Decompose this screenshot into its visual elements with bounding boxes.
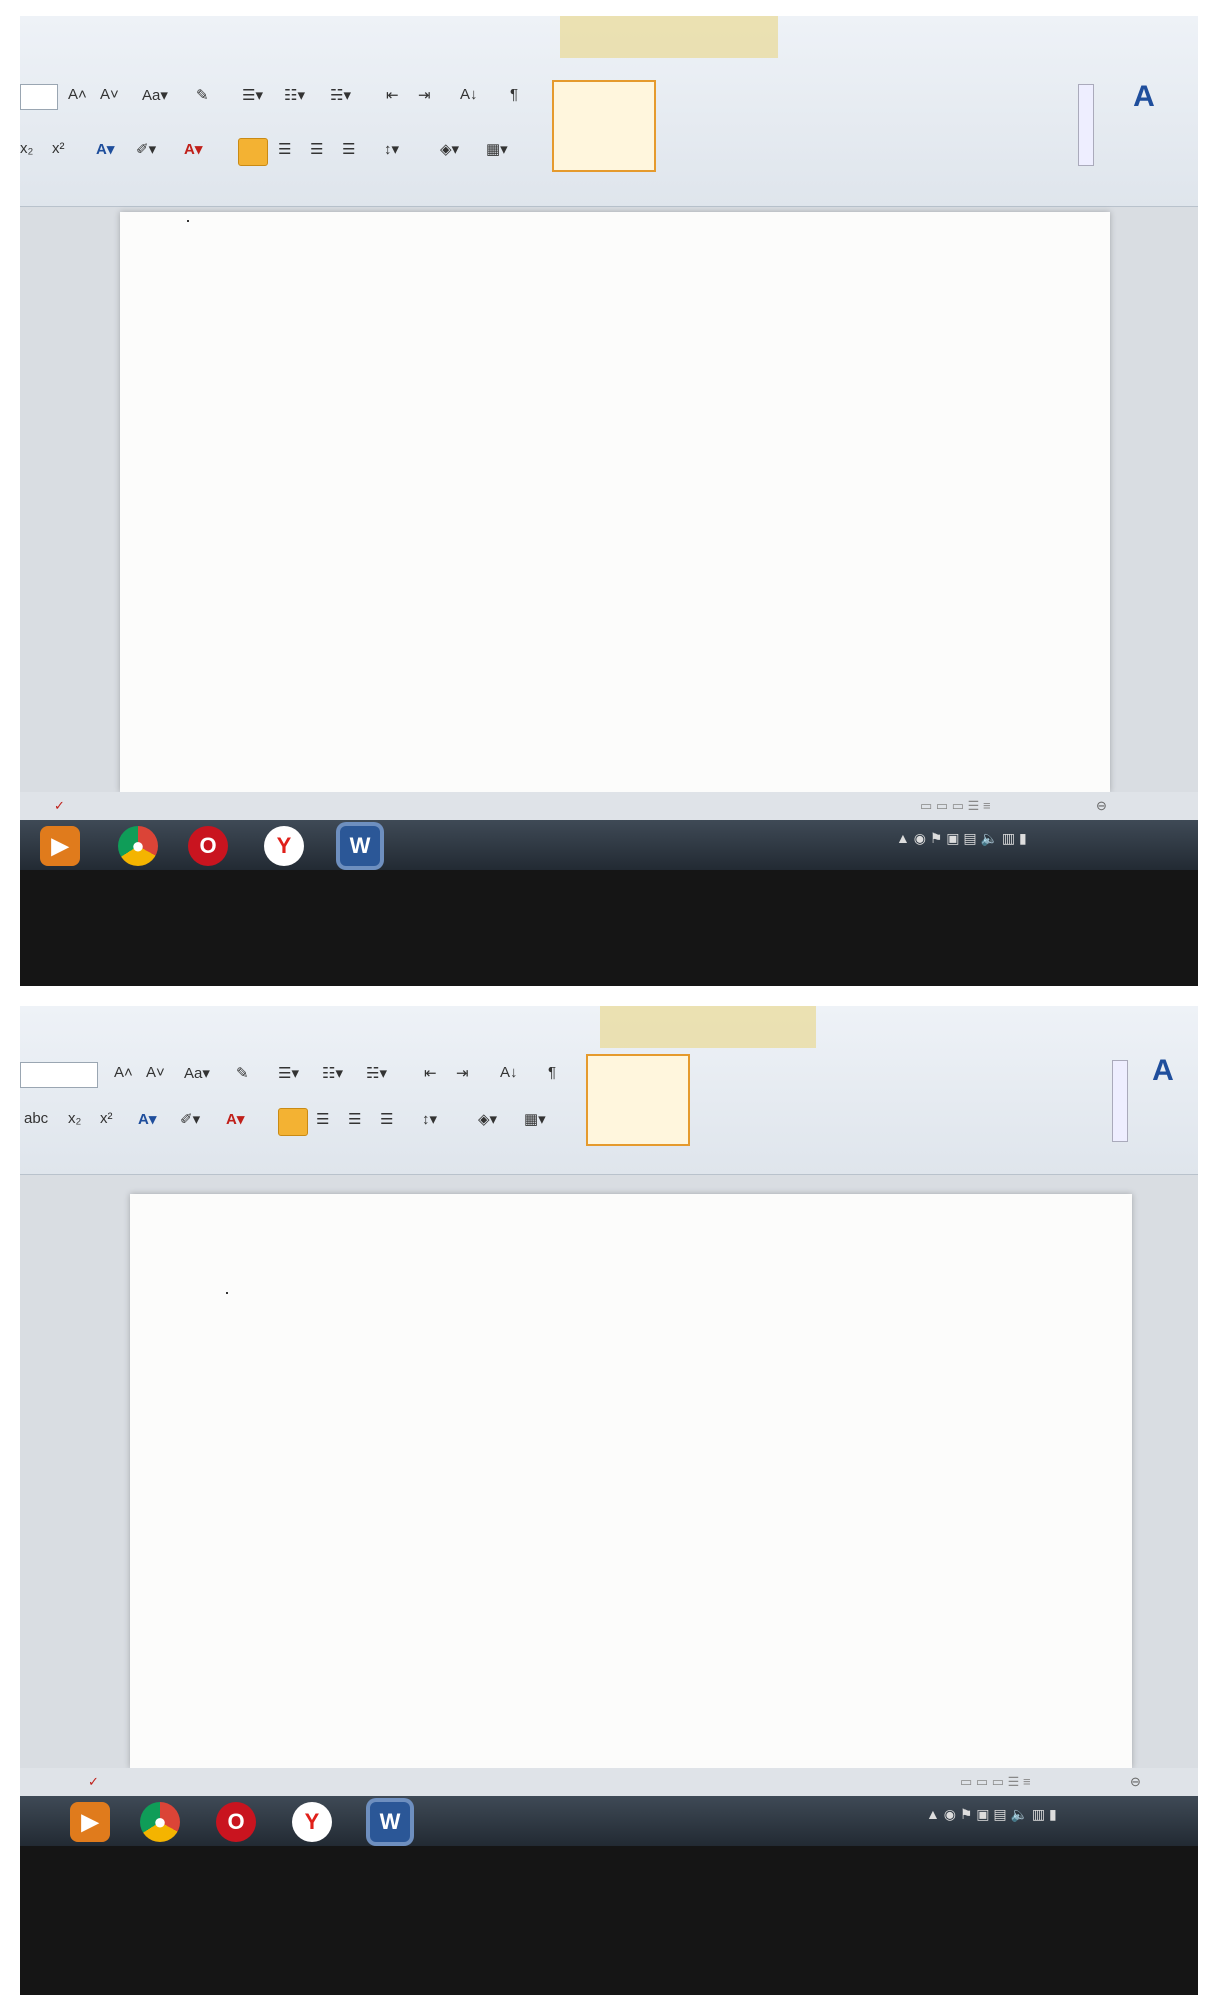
borders-icon[interactable]: ▦▾ (524, 1111, 546, 1128)
superscript-icon[interactable]: x² (52, 140, 65, 157)
increase-indent-icon[interactable]: ⇥ (418, 87, 431, 104)
change-case-icon[interactable]: Aa▾ (142, 87, 168, 104)
font-color-icon[interactable]: A▾ (184, 141, 203, 158)
yandex-icon[interactable]: Y (264, 826, 304, 866)
shading-icon[interactable]: ◈▾ (478, 1111, 498, 1128)
decrease-indent-icon[interactable]: ⇤ (386, 87, 399, 104)
spellcheck-icon[interactable]: ✓ (54, 798, 65, 813)
screen-photo-top (20, 16, 1198, 986)
font-size-input[interactable] (20, 84, 58, 110)
spellcheck-icon[interactable]: ✓ (88, 1774, 99, 1789)
subscript-icon[interactable]: x₂ (20, 140, 34, 157)
align-center-icon[interactable]: ☰ (316, 1111, 330, 1128)
opera-icon[interactable]: O (216, 1802, 256, 1842)
style-heading-1[interactable] (800, 1054, 900, 1142)
opera-icon[interactable]: O (188, 826, 228, 866)
numbering-icon[interactable]: ☷▾ (322, 1065, 343, 1082)
view-buttons-icon[interactable]: ▭ ▭ ▭ ☰ ≡ (920, 798, 991, 813)
text-effects-icon[interactable]: A▾ (138, 1111, 157, 1128)
laptop-bezel (20, 1846, 1198, 1995)
align-center-icon[interactable]: ☰ (278, 141, 292, 158)
styles-scroll-icon[interactable] (1078, 84, 1094, 166)
document-page (130, 1194, 1132, 1768)
style-no-spacing[interactable] (660, 80, 760, 168)
shading-icon[interactable]: ◈▾ (440, 141, 460, 158)
subscript-icon[interactable]: x₂ (68, 1110, 82, 1127)
media-player-icon[interactable]: ▶ (70, 1802, 110, 1842)
clear-format-icon[interactable]: ✎ (196, 87, 209, 104)
ribbon-tools (20, 1050, 1198, 1170)
font-size-input[interactable] (20, 1062, 98, 1088)
shrink-font-icon[interactable]: A˅ (100, 86, 119, 103)
bullets-icon[interactable]: ☰▾ (242, 87, 263, 104)
view-buttons-icon[interactable]: ▭ ▭ ▭ ☰ ≡ (960, 1774, 1031, 1789)
style-title[interactable] (1010, 1054, 1110, 1142)
puzzle-bottom-row (187, 220, 189, 222)
borders-icon[interactable]: ▦▾ (486, 141, 508, 158)
windows-taskbar (20, 820, 1198, 870)
ribbon-tools (20, 60, 1198, 208)
word-icon[interactable]: W (340, 826, 380, 866)
multilevel-list-icon[interactable]: ☵▾ (330, 87, 351, 104)
clear-format-icon[interactable]: ✎ (236, 1065, 249, 1082)
numbering-icon[interactable]: ☷▾ (284, 87, 305, 104)
highlight-icon[interactable]: ✐▾ (180, 1111, 201, 1128)
word-ribbon (20, 16, 1198, 207)
status-bar (20, 1768, 1198, 1796)
bullets-icon[interactable]: ☰▾ (278, 1065, 299, 1082)
tray-icons[interactable]: ▲ ◉ ⚑ ▣ ▤ 🔈 ▥ ▮ (926, 1806, 1057, 1822)
ribbon-tabs (20, 16, 1198, 58)
windows-taskbar (20, 1796, 1198, 1846)
grow-font-icon[interactable]: A˄ (114, 1064, 133, 1081)
change-styles-icon: A (1152, 1054, 1174, 1087)
styles-scroll-icon[interactable] (1112, 1060, 1128, 1142)
word-ribbon (20, 1006, 1198, 1175)
justify-icon[interactable]: ☰ (380, 1111, 394, 1128)
strikethrough-icon[interactable]: abc (24, 1110, 49, 1127)
style-heading-2[interactable] (872, 80, 972, 168)
decrease-indent-icon[interactable]: ⇤ (424, 1065, 437, 1082)
justify-icon[interactable]: ☰ (342, 141, 356, 158)
font-color-icon[interactable]: A▾ (226, 1111, 245, 1128)
superscript-icon[interactable]: x² (100, 1110, 113, 1127)
chrome-icon[interactable]: ● (140, 1802, 180, 1842)
align-left-icon[interactable] (278, 1108, 308, 1136)
align-right-icon[interactable]: ☰ (310, 141, 324, 158)
zoom-out-icon[interactable]: ⊖ (1096, 798, 1107, 813)
document-page (120, 212, 1110, 792)
style-normal[interactable] (586, 1054, 690, 1146)
increase-indent-icon[interactable]: ⇥ (456, 1065, 469, 1082)
table-tools-group (600, 1006, 816, 1048)
pilcrow-icon[interactable]: ¶ (548, 1064, 557, 1081)
style-title[interactable] (980, 80, 1080, 168)
shrink-font-icon[interactable]: A˅ (146, 1064, 165, 1081)
grow-font-icon[interactable]: A˄ (68, 86, 87, 103)
word-search-grid (226, 1292, 228, 1294)
table-tools-group (560, 16, 778, 58)
sort-icon[interactable]: A↓ (500, 1064, 518, 1081)
line-spacing-icon[interactable]: ↕▾ (384, 141, 400, 158)
multilevel-list-icon[interactable]: ☵▾ (366, 1065, 387, 1082)
change-case-icon[interactable]: Aa▾ (184, 1065, 210, 1082)
pilcrow-icon[interactable]: ¶ (510, 86, 519, 103)
change-styles-button[interactable] (1130, 1054, 1196, 1088)
style-heading-2[interactable] (904, 1054, 1004, 1142)
tray-icons[interactable]: ▲ ◉ ⚑ ▣ ▤ 🔈 ▥ ▮ (896, 830, 1027, 846)
change-styles-icon: A (1133, 80, 1155, 113)
change-styles-button[interactable] (1104, 80, 1184, 114)
highlight-icon[interactable]: ✐▾ (136, 141, 157, 158)
align-right-icon[interactable]: ☰ (348, 1111, 362, 1128)
status-bar (20, 792, 1198, 820)
ribbon-tabs (20, 1006, 1198, 1048)
laptop-bezel (20, 870, 1198, 986)
align-left-icon[interactable] (238, 138, 268, 166)
line-spacing-icon[interactable]: ↕▾ (422, 1111, 438, 1128)
chrome-icon[interactable]: ● (118, 826, 158, 866)
style-normal[interactable] (552, 80, 656, 172)
screen-photo-bottom (20, 1006, 1198, 1995)
sort-icon[interactable]: A↓ (460, 86, 478, 103)
yandex-icon[interactable]: Y (292, 1802, 332, 1842)
style-no-spacing[interactable] (694, 1054, 794, 1142)
style-heading-1[interactable] (768, 80, 868, 168)
zoom-out-icon[interactable]: ⊖ (1130, 1774, 1141, 1789)
word-icon[interactable]: W (370, 1802, 410, 1842)
text-effects-icon[interactable]: A▾ (96, 141, 115, 158)
media-player-icon[interactable]: ▶ (40, 826, 80, 866)
